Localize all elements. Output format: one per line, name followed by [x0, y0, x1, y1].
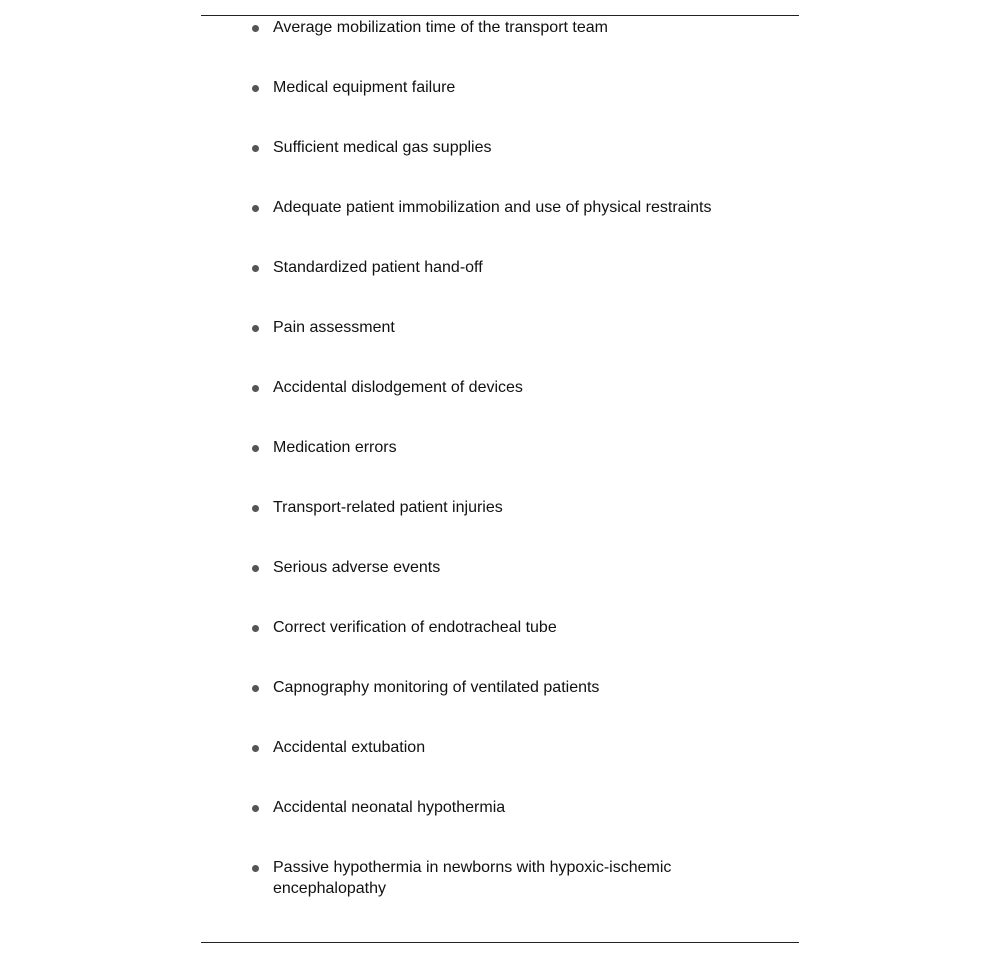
list-item-text: Standardized patient hand-off [273, 259, 483, 276]
list-item [252, 677, 732, 698]
list-item-text: Average mobilization time of the transport team [273, 19, 608, 36]
list-item [252, 317, 732, 338]
list-item-text: Serious adverse events [273, 559, 441, 576]
list-item [252, 497, 732, 518]
list-item [252, 17, 732, 38]
list-item-text: Medication errors [273, 439, 397, 456]
list-item [252, 77, 732, 98]
bullet-icon [252, 805, 259, 812]
list-item-text: Accidental extubation [273, 739, 426, 756]
list-item [252, 437, 732, 458]
bullet-icon [252, 205, 259, 212]
bullet-icon [252, 745, 259, 752]
bullet-icon [252, 265, 259, 272]
bullet-icon [252, 325, 259, 332]
list-item-text: Medical equipment failure [273, 79, 456, 96]
list-item-text: Adequate patient immobilization and use of physical restraints [273, 199, 712, 216]
bullet-icon [252, 865, 259, 872]
list-item-text: Passive hypothermia in newborns with hypoxic-ischemic encephalopathy [273, 859, 672, 897]
list-item-text: Sufficient medical gas supplies [273, 139, 492, 156]
list-item [252, 617, 732, 638]
list-item-text: Capnography monitoring of ventilated patients [273, 679, 600, 696]
bullet-icon [252, 25, 259, 32]
bullet-icon [252, 685, 259, 692]
list-item [252, 857, 732, 899]
quality-indicator-list [252, 17, 732, 938]
bullet-icon [252, 565, 259, 572]
list-item-text: Accidental neonatal hypothermia [273, 799, 506, 816]
bottom-divider [201, 942, 799, 943]
bullet-icon [252, 625, 259, 632]
list-item-text: Accidental dislodgement of devices [273, 379, 523, 396]
list-item [252, 257, 732, 278]
bullet-icon [252, 145, 259, 152]
top-divider [201, 15, 799, 16]
list-item [252, 797, 732, 818]
bullet-icon [252, 385, 259, 392]
list-item-text: Transport-related patient injuries [273, 499, 503, 516]
list-item [252, 737, 732, 758]
bullet-icon [252, 85, 259, 92]
list-item [252, 197, 732, 218]
list-item-text: Correct verification of endotracheal tube [273, 619, 557, 636]
bullet-icon [252, 505, 259, 512]
list-item [252, 137, 732, 158]
list-item-text: Pain assessment [273, 319, 395, 336]
list-item [252, 377, 732, 398]
bullet-icon [252, 445, 259, 452]
list-item [252, 557, 732, 578]
